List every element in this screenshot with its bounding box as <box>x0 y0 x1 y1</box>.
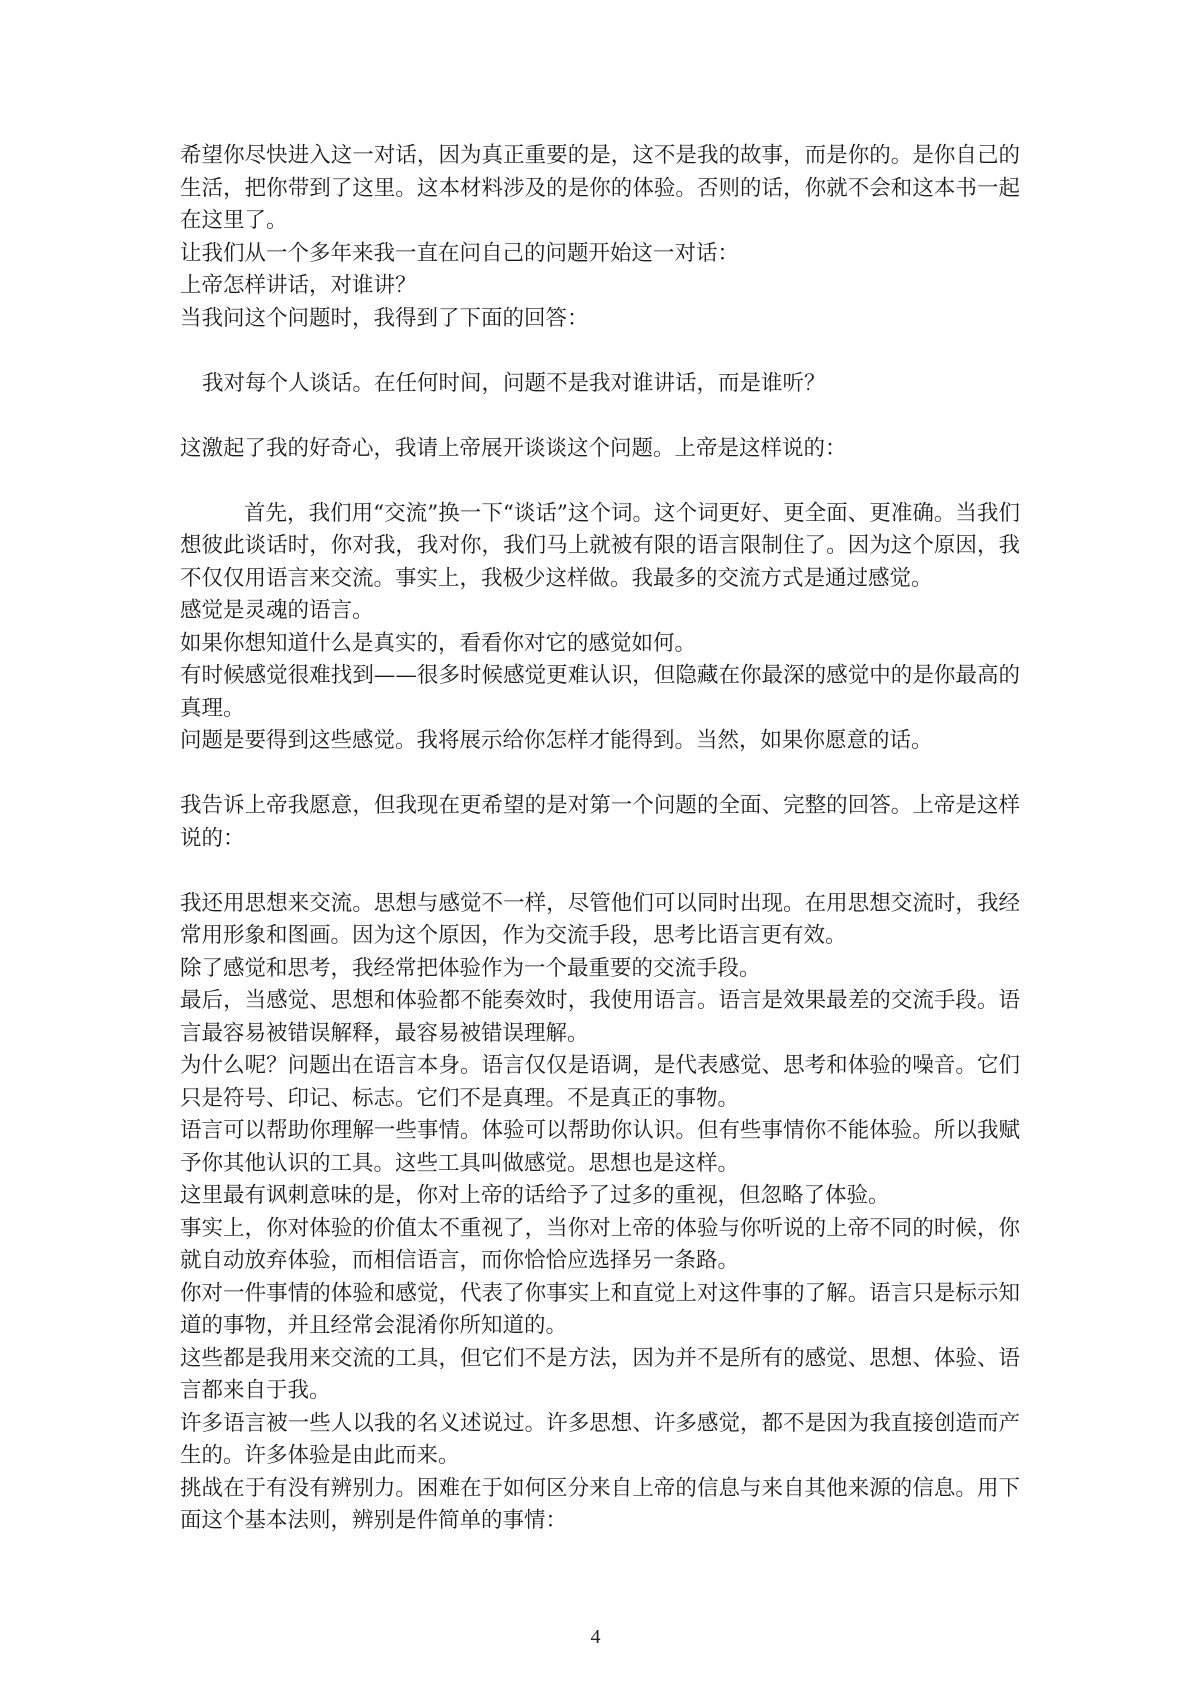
paragraph: 上帝怎样讲话，对谁讲？ <box>180 273 417 298</box>
paragraph: 感觉是灵魂的语言。 <box>180 598 374 623</box>
paragraph: 事实上，你对体验的价值太不重视了，当你对上帝的体验与你听说的上帝不同的时候，你就自动放弃体验，而相信语言，而你恰恰应选择另一条路。 <box>180 1215 1020 1273</box>
paragraph: 问题是要得到这些感觉。我将展示给你怎样才能得到。当然，如果你愿意的话。 <box>180 728 933 753</box>
blank-line <box>180 465 1020 498</box>
paragraph: 当我问这个问题时，我得到了下面的回答： <box>180 305 589 331</box>
god-response-paragraph: 我对每个人谈话。在任何时间，问题不是我对谁讲话，而是谁听？ <box>202 370 826 396</box>
paragraph: 这里最有讽刺意味的是，你对上帝的话给予了过多的重视，但忽略了体验。 <box>180 1183 890 1208</box>
paragraph: 最后，当感觉、思想和体验都不能奏效时，我使用语言。语言是效果最差的交流手段。语言最容易被错误解释，最容易被错误理解。 <box>180 988 1020 1046</box>
god-response-paragraph: 首先，我们用“交流”换一下“谈话”这个词。这个词更好、更全面、更准确。当我们想彼此谈话时，你对我，我对你，我们马上就被有限的语言限制住了。因为这个原因，我不仅仅用语言来交流。事实上，我极少这样做。我最多的交流方式是通过感觉。 <box>180 500 1020 591</box>
paragraph: 希望你尽快进入这一对话，因为真正重要的是，这不是我的故事，而是你的。是你自己的生活，把你带到了这里。这本材料涉及的是你的体验。否则的话，你就不会和这本书一起在这里了。 <box>180 143 1020 233</box>
paragraph: 这些都是我用来交流的工具，但它们不是方法，因为并不是所有的感觉、思想、体验、语言都来自于我。 <box>180 1345 1020 1403</box>
paragraph: 我还用思想来交流。思想与感觉不一样，尽管他们可以同时出现。在用思想交流时，我经常用形象和图画。因为这个原因，作为交流手段，思考比语言更有效。 <box>180 890 1020 948</box>
paragraph: 除了感觉和思考，我经常把体验作为一个最重要的交流手段。 <box>180 955 761 981</box>
paragraph: 让我们从一个多年来我一直在问自己的问题开始这一对话： <box>180 240 740 266</box>
paragraph: 语言可以帮助你理解一些事情。体验可以帮助你认识。但有些事情你不能体验。所以我赋予你其他认识的工具。这些工具叫做感觉。思想也是这样。 <box>180 1118 1020 1176</box>
paragraph: 如果你想知道什么是真实的，看看你对它的感觉如何。 <box>180 630 697 656</box>
paragraph: 我告诉上帝我愿意，但我现在更希望的是对第一个问题的全面、完整的回答。上帝是这样说的： <box>180 793 1020 851</box>
paragraph: 挑战在于有没有辨别力。困难在于如何区分来自上帝的信息与来自其他来源的信息。用下面这个基本法则，辨别是件简单的事情： <box>180 1475 1020 1533</box>
blank-line <box>180 758 1020 791</box>
paragraph: 许多语言被一些人以我的名义述说过。许多思想、许多感觉，都不是因为我直接创造而产生的。许多体验是由此而来。 <box>180 1410 1020 1468</box>
blank-line <box>180 855 1020 888</box>
blank-line <box>180 400 1020 433</box>
page-number: 4 <box>590 1626 601 1648</box>
paragraph: 你对一件事情的体验和感觉，代表了你事实上和直觉上对这件事的了解。语言只是标示知道的事物，并且经常会混淆你所知道的。 <box>180 1280 1020 1338</box>
blank-line <box>180 335 1020 368</box>
paragraph: 有时候感觉很难找到——很多时候感觉更难认识，但隐藏在你最深的感觉中的是你最高的真理。 <box>180 663 1020 721</box>
paragraph: 这激起了我的好奇心，我请上帝展开谈谈这个问题。上帝是这样说的： <box>180 435 847 461</box>
paragraph: 为什么呢？问题出在语言本身。语言仅仅是语调，是代表感觉、思考和体验的噪音。它们只是符号、印记、标志。它们不是真理。不是真正的事物。 <box>180 1053 1020 1111</box>
document-body <box>180 140 1020 1538</box>
